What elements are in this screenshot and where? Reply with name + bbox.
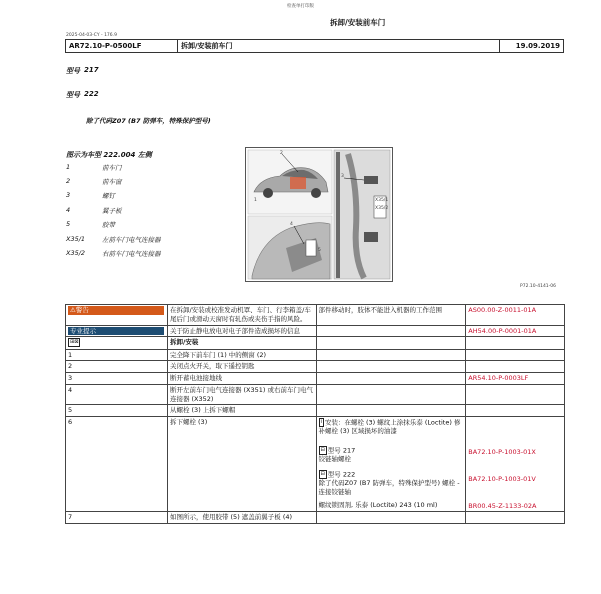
model-label: 型号 xyxy=(66,91,80,99)
legend-key: 3 xyxy=(66,191,71,199)
figure-door-removal xyxy=(245,147,393,282)
install-note: i 安装：在螺栓 (3) 螺纹上涂抹乐泰 (Loctite) 修补螺栓 (3) 区域损坏的油漆 xyxy=(318,418,461,436)
model-217-block: ⊟ 型号 217 铰链轴螺栓 xyxy=(319,446,464,464)
table-row xyxy=(66,405,565,417)
figure-callout: 4 xyxy=(290,222,293,227)
table-row xyxy=(66,373,565,385)
top-caption: 检查单打印版 xyxy=(287,4,314,9)
document-title: 拆卸/安装前车门 xyxy=(177,40,499,52)
warning-badge: ⚠警告 xyxy=(68,306,164,315)
figure-reference: P72.10-4141-06 xyxy=(520,284,557,289)
section-title: 拆卸/安装 xyxy=(167,337,316,349)
remove-install-icon: ⊞⊠ xyxy=(70,339,79,346)
legend-text: 螺钉 xyxy=(102,192,115,200)
legend-key: 1 xyxy=(66,163,71,171)
step-number: 3 xyxy=(66,373,168,385)
tip-reference-link[interactable]: AH54.00-P-0001-01A xyxy=(468,326,537,335)
table-row xyxy=(66,417,565,512)
model-222-text: 除了代码Z07 (B7 防弹车，特殊保护型号) 螺栓 - 连接铰链轴 xyxy=(318,479,460,497)
legend-title: 图示为车型 222.004 左侧 xyxy=(66,151,152,159)
warning-text: 在拆卸/安装或校准发动机罩、车门、行李箱盖/车尾后门或滑动天窗时有轧伤或夹伤手指的风险。 xyxy=(167,305,316,326)
legend-text: 翼子板 xyxy=(102,207,122,215)
legend-key: X35/1 xyxy=(66,235,86,243)
legend-key: X35/2 xyxy=(66,249,86,257)
legend-text: 右前车门电气连接器 xyxy=(102,250,161,258)
m217-reference-link[interactable]: BA72.10-P-1003-01X xyxy=(468,448,536,457)
model-value: 222 xyxy=(84,90,99,98)
model-222-block: ⊟ 型号 222 除了代码Z07 (B7 防弹车，特殊保护型号) 螺栓 - 连接铰链轴 xyxy=(319,470,464,497)
tip-text: 关于防止静电放电对电子部件造成损坏的信息 xyxy=(167,325,316,337)
legend-key: 4 xyxy=(66,206,71,214)
legend-key: 5 xyxy=(66,220,71,228)
section-row xyxy=(66,337,565,349)
step-text: 如图所示，使用胶带 (5) 遮盖前翼子板 (4) xyxy=(167,512,316,524)
step-number: 7 xyxy=(66,512,168,524)
step-number: 2 xyxy=(66,361,168,373)
step-text: 拆下螺栓 (3) xyxy=(167,417,316,512)
legend-text: 前车窗 xyxy=(102,178,122,186)
figure-callout: 3 xyxy=(341,174,344,179)
figure-callout: X35/1 xyxy=(375,198,389,203)
document-id: AR72.10-P-0500LF xyxy=(69,42,142,50)
tip-row xyxy=(66,325,565,337)
model-note: 除了代码Z07 (B7 防弹车，特殊保护型号) xyxy=(86,117,211,125)
figure-callout: 2 xyxy=(280,151,283,156)
printed-date: 2025-04-03-CY - 176.9 xyxy=(66,33,117,38)
legend-text: 前车门 xyxy=(102,164,122,172)
tool-icon: ⊟ xyxy=(320,471,325,478)
figure-callout: 1 xyxy=(254,198,257,203)
step-text: 断开蓄电池接地线 xyxy=(167,373,316,385)
figure-callout: 5 xyxy=(318,248,321,253)
figure-callout: X35/2 xyxy=(375,206,389,211)
warning-row xyxy=(66,305,565,326)
model-value: 217 xyxy=(84,66,99,74)
step-number: 1 xyxy=(66,349,168,361)
step-text: 从螺栓 (3) 上拆下螺帽 xyxy=(167,405,316,417)
step-number: 5 xyxy=(66,405,168,417)
legend-key: 2 xyxy=(66,177,71,185)
legend-text: 胶带 xyxy=(102,221,115,229)
table-row xyxy=(66,349,565,361)
step-text: 关闭点火开关，取下遥控钥匙 xyxy=(167,361,316,373)
model-217-text: 铰链轴螺栓 xyxy=(318,455,352,464)
tip-badge: 专业提示 xyxy=(68,327,164,336)
document-header-bar xyxy=(65,39,564,53)
step-number: 4 xyxy=(66,384,168,405)
step-number: 6 xyxy=(66,417,168,512)
page-title: 拆卸/安装前车门 xyxy=(330,18,386,27)
table-row xyxy=(66,361,565,373)
procedure-table xyxy=(65,304,565,524)
document-date: 19.09.2019 xyxy=(499,40,563,52)
model-row-217 xyxy=(66,66,99,76)
figure-illustration xyxy=(246,148,392,281)
tool-icon: ⊟ xyxy=(320,447,325,454)
step-text: 完全降下前车门 (1) 中的侧窗 (2) xyxy=(167,349,316,361)
table-row xyxy=(66,512,565,524)
loctite-reference-link[interactable]: BR00.45-Z-1133-02A xyxy=(468,501,537,510)
model-label: 型号 xyxy=(66,67,80,75)
step-text: 断开左前车门电气连接器 (X351) 或右前车门电气连接器 (X352) xyxy=(167,384,316,405)
loctite-text: 螺纹锁固剂, 乐泰 (Loctite) 243 (10 ml) xyxy=(318,501,438,510)
table-row xyxy=(66,384,565,405)
warning-icon: ⚠ xyxy=(70,306,76,314)
warning-action: 部件移动时，肢体不能进入机器的工作范围 xyxy=(316,305,466,326)
legend-text: 左前车门电气连接器 xyxy=(102,236,161,244)
step-reference-link[interactable]: AR54.10-P-0003LF xyxy=(468,374,529,383)
warning-reference-link[interactable]: AS00.00-Z-0011-01A xyxy=(468,306,537,314)
model-row-222 xyxy=(66,90,99,100)
info-icon: i xyxy=(320,419,322,426)
m222-reference-link[interactable]: BA72.10-P-1003-01V xyxy=(468,474,536,483)
